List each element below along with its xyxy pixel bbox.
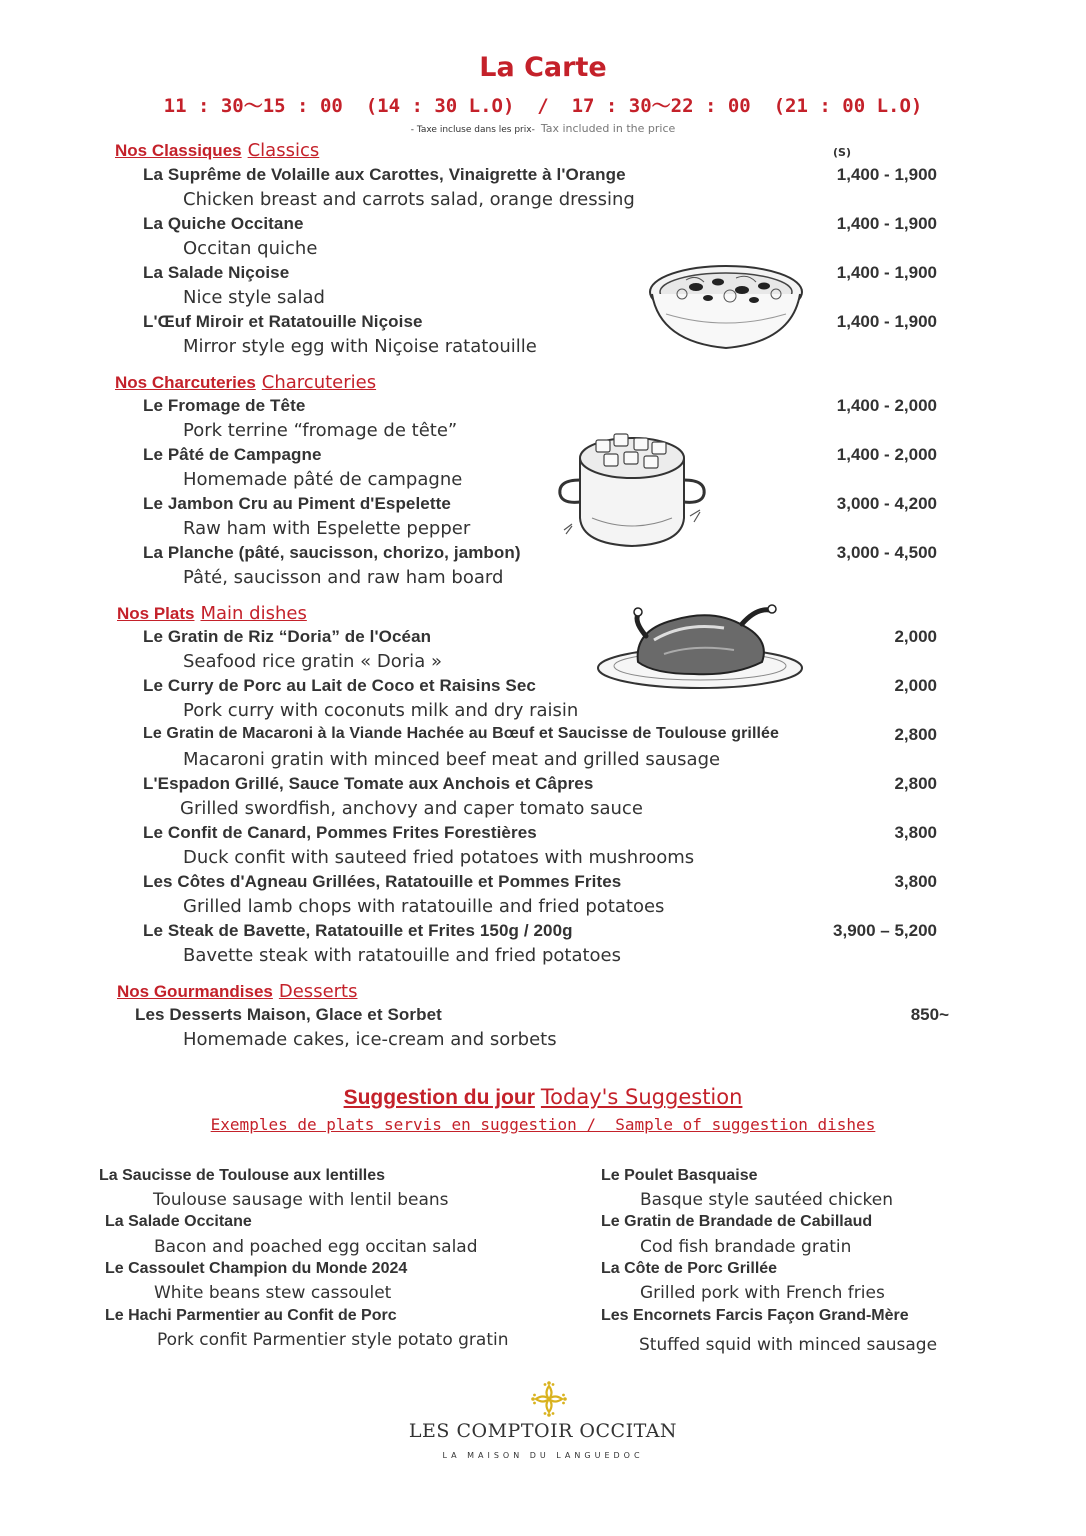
suggestion-dish-desc: Pork confit Parmentier style potato gratin: [157, 1330, 509, 1350]
dish-desc: Macaroni gratin with minced beef meat and grilled sausage: [183, 749, 721, 770]
dish-name: Le Gratin de Macaroni à la Viande Hachée au Bœuf et Saucisse de Toulouse grillée: [143, 725, 780, 742]
roast-chicken-illustration: [594, 600, 806, 692]
section-title-en: Classics: [247, 140, 320, 161]
dish-name: Le Pâté de Campagne: [143, 445, 322, 464]
suggestion-dish-desc: White beans stew cassoulet: [154, 1283, 392, 1303]
dish-price: 1,400 - 2,000: [836, 445, 937, 464]
dish-desc: Seafood rice gratin « Doria »: [183, 651, 442, 672]
occitan-cross-icon: [530, 1380, 568, 1418]
dish-price: 2,800: [894, 774, 937, 793]
dish-price: 2,000: [894, 676, 937, 695]
dish-desc: Bavette steak with ratatouille and fried potatoes: [183, 945, 622, 966]
dish-desc: Occitan quiche: [183, 238, 318, 259]
suggestion-dish-name: Le Poulet Basquaise: [601, 1167, 758, 1184]
dish-price: 3,000 - 4,500: [836, 543, 937, 562]
dish-desc: Homemade cakes, ice-cream and sorbets: [183, 1029, 557, 1050]
dish-desc: Pâté, saucisson and raw ham board: [183, 567, 504, 588]
dish-price: 3,800: [894, 872, 937, 891]
dish-name: La Suprême de Volaille aux Carottes, Vinaigrette à l'Orange: [143, 165, 626, 184]
suggestion-dish-desc: Grilled pork with French fries: [640, 1283, 885, 1303]
dish-desc: Grilled swordfish, anchovy and caper tomato sauce: [180, 798, 643, 819]
dish-price: 1,400 - 1,900: [836, 165, 937, 184]
dish-desc: Mirror style egg with Niçoise ratatouille: [183, 336, 537, 357]
dish-price: 3,000 - 4,200: [836, 494, 937, 513]
section-title-en: Desserts: [278, 981, 358, 1002]
dish-desc: Chicken breast and carrots salad, orange dressing: [183, 189, 635, 210]
dish-name: Le Steak de Bavette, Ratatouille et Frites 150g / 200g: [143, 921, 573, 940]
suggestion-title-en: Today's Suggestion: [540, 1085, 743, 1109]
suggestion-dish-name: Le Hachi Parmentier au Confit de Porc: [105, 1307, 397, 1324]
dish-price: 2,800: [894, 725, 937, 744]
menu-title: La Carte: [479, 52, 607, 83]
section-title-fr: Nos Gourmandises: [117, 982, 273, 1001]
dish-price: 2,000: [894, 627, 937, 646]
dish-desc: Duck confit with sauteed fried potatoes with mushrooms: [183, 847, 695, 868]
dish-desc: Grilled lamb chops with ratatouille and fried potatoes: [183, 896, 665, 917]
dish-name: Les Côtes d'Agneau Grillées, Ratatouille et Pommes Frites: [143, 872, 622, 891]
price-unit: (S): [833, 146, 851, 159]
dish-name: La Quiche Occitane: [143, 214, 304, 233]
dish-name: L'Espadon Grillé, Sauce Tomate aux Anchois et Câpres: [143, 774, 594, 793]
logo-wordmark: LES COMPTOIR OCCITAN: [408, 1420, 678, 1442]
tax-note-en: Tax included in the price: [540, 122, 676, 135]
dish-name: Le Fromage de Tête: [143, 396, 306, 415]
tax-note-fr: - Taxe incluse dans les prix-: [410, 125, 535, 135]
suggestion-dish-desc: Toulouse sausage with lentil beans: [153, 1190, 449, 1210]
dish-desc: Raw ham with Espelette pepper: [183, 518, 471, 539]
section-title-fr: Nos Classiques: [115, 141, 242, 160]
suggestion-dish-name: Le Cassoulet Champion du Monde 2024: [105, 1260, 408, 1277]
dish-price: 1,400 - 1,900: [836, 263, 937, 282]
dish-name: Le Gratin de Riz “Doria” de l'Océan: [143, 627, 432, 646]
dish-name: Le Jambon Cru au Piment d'Espelette: [143, 494, 451, 513]
suggestion-dish-desc: Stuffed squid with minced sausage: [639, 1335, 938, 1355]
section-header-classiques: [115, 139, 319, 161]
dish-name: Le Confit de Canard, Pommes Frites Forestières: [143, 823, 537, 842]
tax-note: [0, 122, 1086, 135]
dish-name: Les Desserts Maison, Glace et Sorbet: [135, 1005, 442, 1024]
salad-bowl-illustration: [646, 262, 806, 352]
suggestion-dish-name: La Salade Occitane: [105, 1213, 252, 1230]
suggestion-dish-name: Les Encornets Farcis Façon Grand-Mère: [601, 1307, 909, 1324]
dish-price: 3,800: [894, 823, 937, 842]
dish-desc: Pork curry with coconuts milk and dry raisin: [183, 700, 579, 721]
section-header-charcuteries: [115, 371, 376, 393]
dish-name: La Planche (pâté, saucisson, chorizo, jambon): [143, 543, 521, 562]
section-title-en: Charcuteries: [261, 372, 377, 393]
opening-hours: 11 : 30〜15 : 00 (14 : 30 L.O) / 17 : 30〜22 : 00 (21 : 00 L.O): [163, 95, 923, 117]
dish-name: La Salade Niçoise: [143, 263, 290, 282]
section-header-desserts: [117, 980, 357, 1002]
logo-tagline: LA MAISON DU LANGUEDOC: [442, 1451, 644, 1460]
suggestion-subtitle: Exemples de plats servis en suggestion / Sample of suggestion dishes: [210, 1115, 876, 1134]
dish-price: 1,400 - 1,900: [836, 214, 937, 233]
section-title-fr: Nos Plats: [117, 604, 195, 623]
dish-desc: Homemade pâté de campagne: [183, 469, 463, 490]
section-header-plats: [117, 602, 307, 624]
stew-pot-illustration: [552, 418, 712, 553]
suggestion-dish-name: La Saucisse de Toulouse aux lentilles: [99, 1167, 386, 1184]
suggestion-dish-desc: Basque style sautéed chicken: [640, 1190, 894, 1210]
suggestion-dish-name: La Côte de Porc Grillée: [601, 1260, 778, 1277]
dish-name: Le Curry de Porc au Lait de Coco et Raisins Sec: [143, 676, 536, 695]
dish-price: 3,900 – 5,200: [833, 921, 937, 940]
dish-price: 850~: [910, 1005, 949, 1024]
suggestion-dish-desc: Bacon and poached egg occitan salad: [154, 1237, 478, 1257]
dish-desc: Pork terrine “fromage de tête”: [183, 420, 458, 441]
suggestion-title: [0, 1085, 1086, 1110]
dish-name: L'Œuf Miroir et Ratatouille Niçoise: [143, 312, 423, 331]
dish-price: 1,400 - 2,000: [836, 396, 937, 415]
dish-desc: Nice style salad: [183, 287, 325, 308]
suggestion-title-fr: Suggestion du jour: [343, 1086, 535, 1109]
dish-price: 1,400 - 1,900: [836, 312, 937, 331]
suggestion-dish-name: Le Gratin de Brandade de Cabillaud: [601, 1213, 873, 1230]
section-title-fr: Nos Charcuteries: [115, 373, 256, 392]
suggestion-dish-desc: Cod fish brandade gratin: [640, 1237, 852, 1257]
section-title-en: Main dishes: [200, 603, 307, 624]
